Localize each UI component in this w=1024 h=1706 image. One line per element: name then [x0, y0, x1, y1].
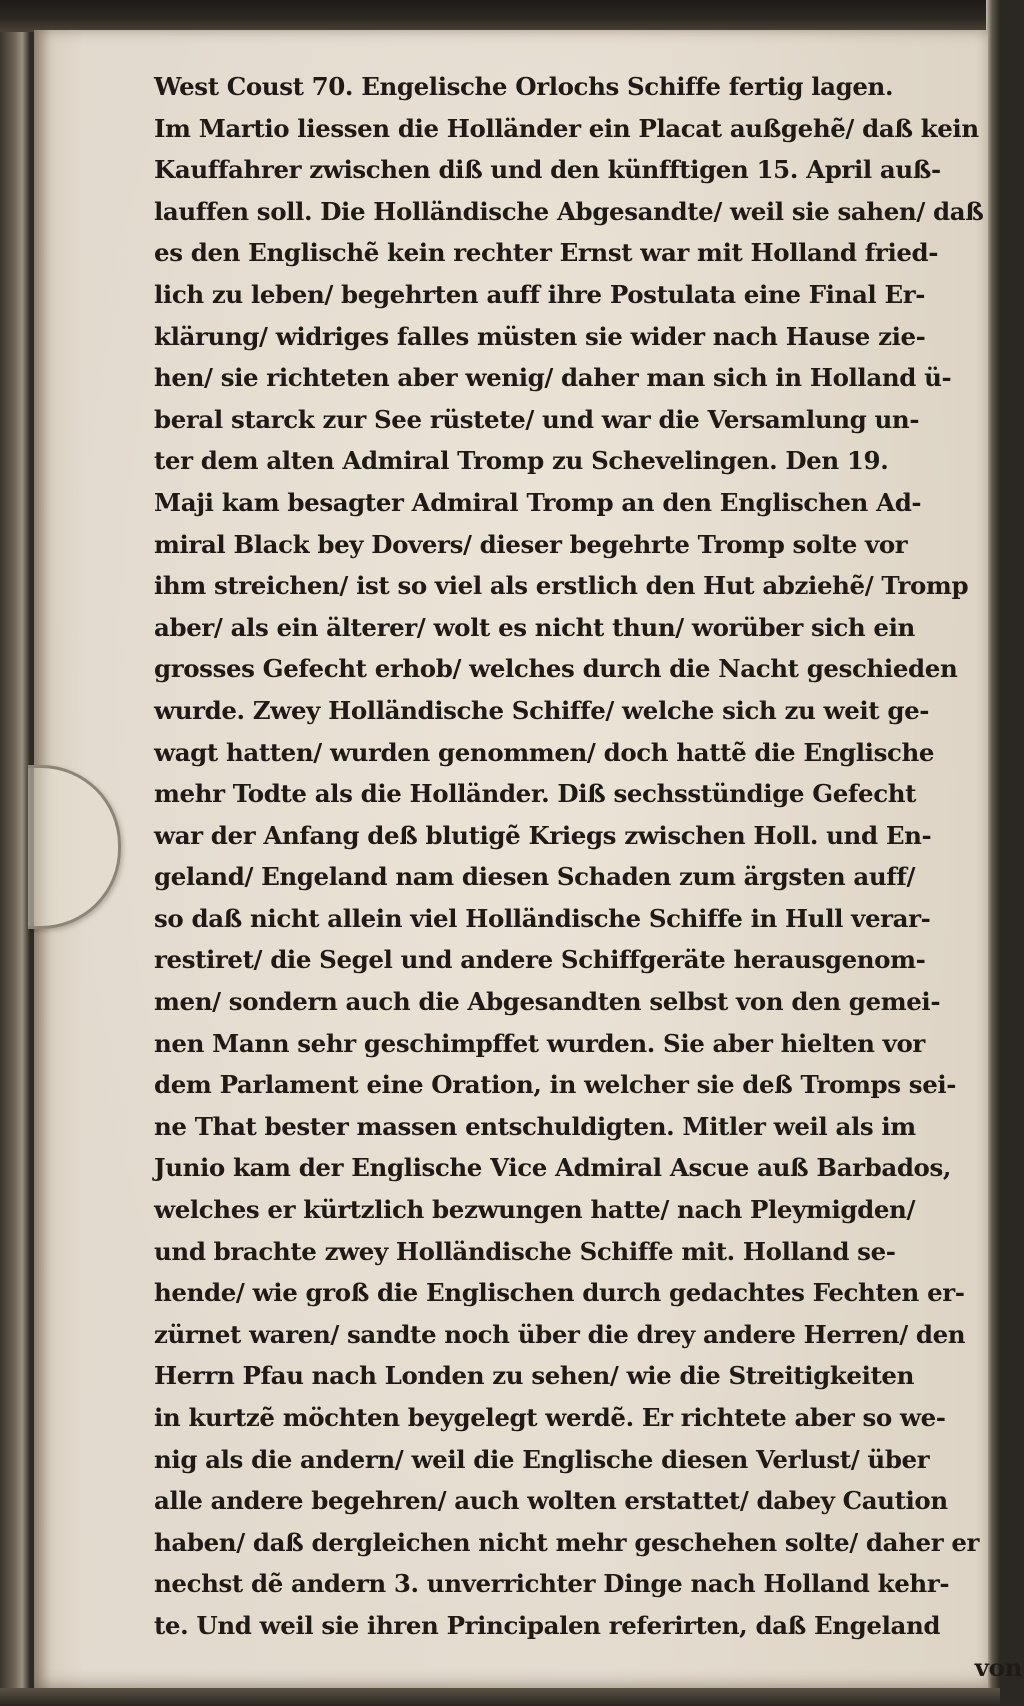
text-line: zürnet waren/ sandte noch über die drey andere Herren/ den: [154, 1319, 966, 1349]
text-line: ter dem alten Admiral Tromp zu Schevelingen. Den 19.: [154, 446, 889, 476]
text-line: hen/ sie richteten aber wenig/ daher man sich in Holland ü-: [154, 363, 952, 393]
text-line: wagt hatten/ wurden genommen/ doch hattẽ die Englische: [154, 737, 935, 767]
text-line: nig als die andern/ weil die Englische diesen Verlust/ über: [154, 1444, 930, 1474]
text-line: men/ sondern auch die Abgesandten selbst von den gemei-: [154, 987, 941, 1017]
text-line: dem Parlament eine Oration, in welcher sie deß Tromps sei-: [154, 1070, 957, 1100]
text-line: aber/ als ein älterer/ wolt es nicht thun/ worüber sich ein: [154, 612, 915, 642]
text-line: geland/ Engeland nam diesen Schaden zum ärgsten auff/: [154, 862, 916, 892]
text-line: welches er kürtzlich bezwungen hatte/ nach Pleymigden/: [154, 1195, 915, 1225]
text-line: nen Mann sehr geschimpffet wurden. Sie aber hielten vor: [154, 1028, 925, 1058]
text-line: te. Und weil sie ihren Principalen referirten, daß Engeland: [154, 1610, 941, 1640]
text-line: wurde. Zwey Holländische Schiffe/ welche sich zu weit ge-: [154, 695, 930, 725]
text-line: mehr Todte als die Holländer. Diß sechsstündige Gefecht: [154, 779, 917, 809]
book-top-edge: [0, 0, 1000, 32]
text-line: ne That bester massen entschuldigten. Mitler weil als im: [154, 1111, 916, 1141]
book-bottom-edge: [0, 1688, 1000, 1706]
text-line: grosses Gefecht erhob/ welches durch die Nacht geschieden: [154, 654, 958, 684]
text-line: alle andere begehren/ auch wolten erstattet/ dabey Caution: [154, 1486, 948, 1516]
page-tab-marker: [28, 765, 121, 929]
text-line: Kauffahrer zwischen diß und den künfftigen 15. April auß-: [154, 155, 941, 185]
text-line: Maji kam besagter Admiral Tromp an den Englischen Ad-: [154, 487, 922, 517]
text-line: beral starck zur See rüstete/ und war die Versamlung un-: [154, 404, 920, 434]
text-line: und brachte zwey Holländische Schiffe mit. Holland se-: [154, 1236, 896, 1266]
text-line: Im Martio liessen die Holländer ein Placat außgehẽ/ daß kein: [154, 113, 979, 143]
text-line: miral Black bey Dovers/ dieser begehrte Tromp solte vor: [154, 529, 908, 559]
text-line: restiret/ die Segel und andere Schiffgeräte herausgenom-: [154, 945, 926, 975]
text-line: ihm streichen/ ist so viel als erstlich den Hut abziehẽ/ Tromp: [154, 571, 969, 601]
text-line: es den Englischẽ kein rechter Ernst war mit Holland fried-: [154, 238, 939, 268]
text-line: Herrn Pfau nach Londen zu sehen/ wie die Streitigkeiten: [154, 1361, 915, 1391]
catchword: von: [974, 1652, 1022, 1682]
body-text: [154, 66, 1024, 1688]
book-page: [34, 30, 1022, 1690]
text-line: West Coust 70. Engelische Orlochs Schiffe fertig lagen.: [154, 72, 894, 101]
text-line: haben/ daß dergleichen nicht mehr geschehen solte/ daher er: [154, 1527, 980, 1557]
text-line: klärung/ widriges falles müsten sie wider nach Hause zie-: [154, 321, 926, 351]
text-line: war der Anfang deß blutigẽ Kriegs zwischen Holl. und En-: [154, 820, 932, 850]
text-line: lauffen soll. Die Holländische Abgesandte/ weil sie sahen/ daß: [154, 196, 984, 226]
text-line: in kurtzẽ möchten beygelegt werdẽ. Er richtete aber so we-: [154, 1403, 946, 1432]
text-line: hende/ wie groß die Englischen durch gedachtes Fechten er-: [154, 1278, 965, 1308]
text-line: lich zu leben/ begehrten auff ihre Postulata eine Final Er-: [154, 279, 926, 309]
text-line: so daß nicht allein viel Holländische Schiffe in Hull verar-: [154, 903, 931, 933]
text-line: Junio kam der Englische Vice Admiral Ascue auß Barbados,: [154, 1153, 952, 1183]
text-line: nechst dẽ andern 3. unverrichter Dinge nach Holland kehr-: [154, 1569, 950, 1599]
